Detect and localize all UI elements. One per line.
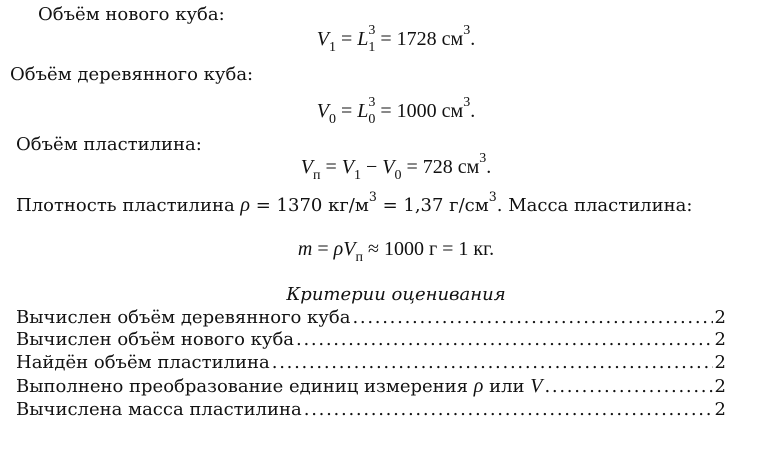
wood-cube-label: Объём деревянного куба:	[10, 64, 254, 85]
leader-dots	[296, 329, 713, 351]
criteria-points: 2	[714, 376, 726, 397]
criteria-row	[16, 399, 726, 421]
new-cube-formula: $V_1 = L^3_1 = 1728$ $см^3$.	[316, 22, 476, 55]
plasticine-volume-label: Объём пластилина:	[16, 134, 202, 155]
leader-dots	[272, 352, 713, 374]
mass-formula: $m = \rho V_п \approx 1000$ г = 1 кг.	[297, 238, 495, 265]
criteria-points: 2	[714, 307, 726, 328]
plasticine-volume-formula: $V_п = V_1 - V_0 = 728$ $см^3$.	[300, 150, 492, 183]
criteria-row	[16, 352, 726, 374]
leader-dots	[544, 376, 712, 398]
criteria-label: Найдён объём пластилина	[16, 352, 270, 373]
leader-dots	[352, 307, 712, 329]
criteria-label: Вычислен объём нового куба	[16, 329, 295, 350]
criteria-row	[16, 307, 726, 329]
criteria-row	[16, 375, 726, 398]
new-cube-label: Объём нового куба:	[38, 4, 225, 25]
criteria-points: 2	[714, 399, 726, 420]
wood-cube-formula: $V_0 = L^3_0 = 1000$ $см^3$.	[316, 94, 476, 127]
criteria-points: 2	[714, 329, 726, 350]
leader-dots	[304, 399, 713, 421]
criteria-points: 2	[714, 352, 726, 373]
density-paragraph: Плотность пластилина ρ = 1370 $кг/м^3 = 1,37$ $г/см^3$. Масса пластилина:	[16, 188, 693, 216]
criteria-row	[16, 329, 726, 351]
criteria-label: Вычислен объём деревянного куба	[16, 307, 351, 328]
criteria-title: Критерии оценивания	[286, 284, 506, 305]
criteria-label: Вычислена масса пластилина	[16, 399, 302, 420]
criteria-label: Выполнено преобразование единиц измерения ρ или V	[16, 375, 543, 397]
